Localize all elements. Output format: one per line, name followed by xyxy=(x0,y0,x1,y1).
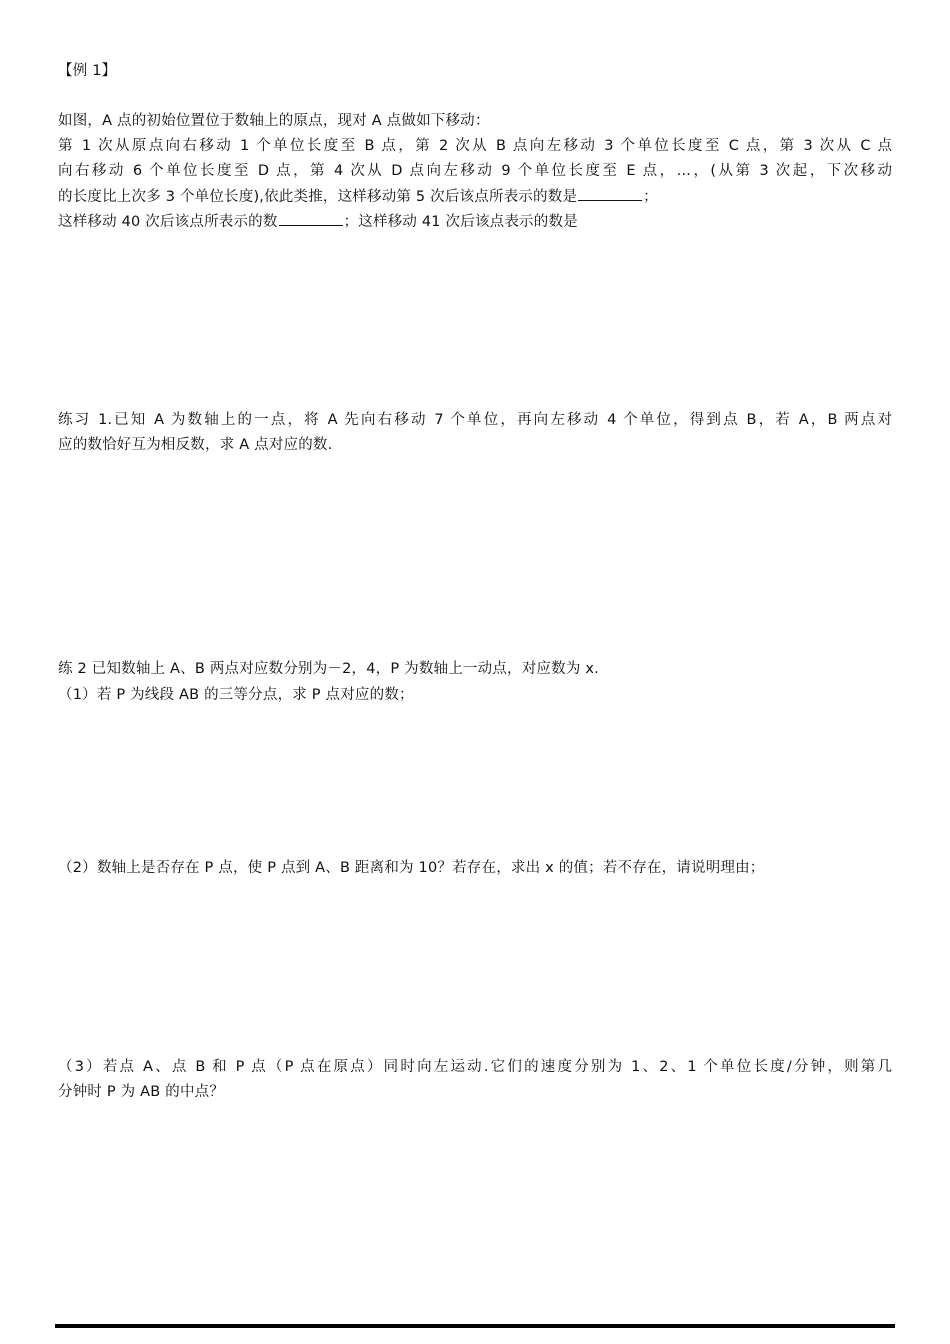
practice1-line1: 练习 1.已知 A 为数轴上的一点，将 A 先向右移动 7 个单位，再向左移动 4 个单位，得到点 B，若 A，B 两点对 xyxy=(58,412,892,428)
example-heading: 【例 1】 xyxy=(58,63,117,79)
footer-rule xyxy=(55,1324,895,1328)
example1-line2: 向右移动 6 个单位长度至 D 点，第 4 次从 D 点向左移动 9 个单位长度至 E 点，…，(从第 3 次起，下次移动 xyxy=(58,163,892,179)
practice2-question-3-line2: 分钟时 P 为 AB 的中点？ xyxy=(58,1084,225,1100)
practice2-question-2: （2）数轴上是否存在 P 点，使 P 点到 A、B 距离和为 10？若存在，求出 x 的值；若不存在，请说明理由； xyxy=(58,860,765,876)
example1-line3-end: ； xyxy=(643,189,658,205)
example1-line4-text-a: 这样移动 40 次后该点所表示的数 xyxy=(58,214,278,230)
practice2-intro: 练 2 已知数轴上 A、B 两点对应数分别为－2，4，P 为数轴上一动点，对应数为 x. xyxy=(58,661,599,677)
example1-line1: 第 1 次从原点向右移动 1 个单位长度至 B 点，第 2 次从 B 点向左移动 3 个单位长度至 C 点，第 3 次从 C 点 xyxy=(58,138,892,154)
answer-blank-1[interactable] xyxy=(578,186,642,201)
example1-line4-text-b: ；这样移动 41 次后该点表示的数是 xyxy=(343,214,578,230)
example1-intro: 如图，A 点的初始位置位于数轴上的原点，现对 A 点做如下移动： xyxy=(58,113,490,129)
example1-line3 xyxy=(58,186,658,207)
example1-line4 xyxy=(58,211,578,232)
practice2-question-3-line1: （3）若点 A、点 B 和 P 点（P 点在原点）同时向左运动.它们的速度分别为 1、2、1 个单位长度/分钟，则第几 xyxy=(58,1059,892,1075)
example1-line3-text: 的长度比上次多 3 个单位长度),依此类推，这样移动第 5 次后该点所表示的数是 xyxy=(58,189,578,205)
practice1-line2: 应的数恰好互为相反数，求 A 点对应的数. xyxy=(58,437,333,453)
answer-blank-2[interactable] xyxy=(279,211,343,226)
practice2-question-1: （1）若 P 为线段 AB 的三等分点，求 P 点对应的数； xyxy=(58,687,414,703)
